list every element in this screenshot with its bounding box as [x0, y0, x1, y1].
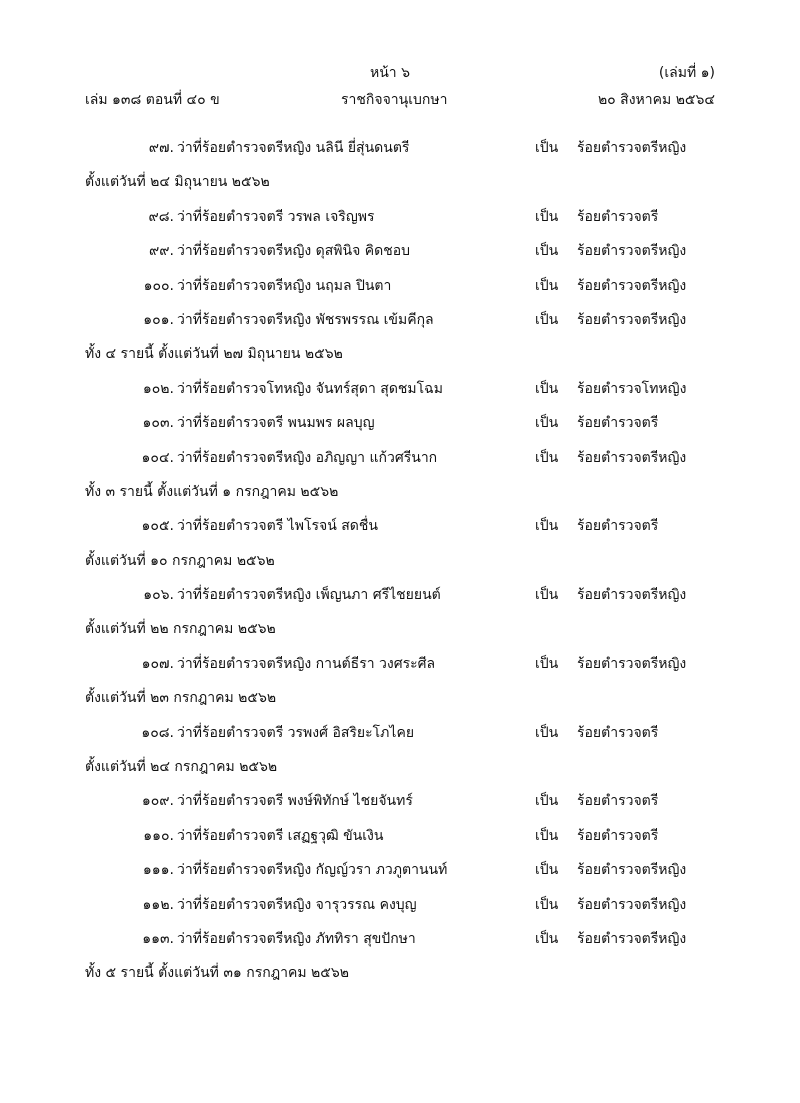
entry-rank: ร้อยตำรวจตรีหญิง: [577, 862, 687, 879]
effective-date-line: [0, 956, 800, 990]
entry-name: ว่าที่ร้อยตำรวจตรี พนมพร ผลบุญ: [177, 415, 375, 432]
effective-date-line: [0, 475, 800, 509]
entry-connector: เป็น: [535, 277, 559, 294]
appointment-entry: [0, 888, 800, 922]
appointment-entry: [0, 853, 800, 887]
entry-number: ๙๙.: [149, 243, 174, 260]
entry-number: ๑๐๘.: [141, 724, 174, 741]
appointment-entry: [0, 441, 800, 475]
entry-name: ว่าที่ร้อยตำรวจตรีหญิง อภิญญา แก้วศรีนาก: [177, 449, 438, 466]
effective-date-text: ตั้งแต่วันที่ ๒๔ กรกฎาคม ๒๕๖๒: [85, 759, 278, 776]
effective-date-line: [0, 750, 800, 784]
entry-connector: เป็น: [535, 243, 559, 260]
entry-name: ว่าที่ร้อยตำรวจตรีหญิง ดุสพินิจ คิดชอบ: [177, 243, 411, 260]
entry-number: ๑๐๕.: [141, 518, 174, 535]
entry-name: ว่าที่ร้อยตำรวจโทหญิง จันทร์สุดา สุดชมโฉม: [177, 380, 443, 397]
entry-rank: ร้อยตำรวจตรีหญิง: [577, 140, 687, 156]
appointment-entry: [0, 131, 800, 165]
entry-rank: ร้อยตำรวจตรี: [577, 208, 659, 225]
entry-number: ๑๐๖.: [143, 587, 174, 604]
effective-date-line: [0, 165, 800, 199]
entry-connector: เป็น: [535, 896, 559, 913]
entry-connector: เป็น: [535, 793, 559, 810]
issue-date: ๒๐ สิงหาคม ๒๕๖๔: [597, 92, 715, 108]
entry-rank: ร้อยตำรวจตรี: [577, 827, 659, 844]
entry-name: ว่าที่ร้อยตำรวจตรีหญิง นลินี ยี่สุ่นดนตรี: [177, 140, 410, 156]
entry-connector: เป็น: [535, 518, 559, 535]
entry-number: ๑๑๓.: [142, 930, 174, 947]
entry-connector: เป็น: [535, 380, 559, 397]
effective-date-text: ตั้งแต่วันที่ ๒๔ มิถุนายน ๒๕๖๒: [85, 174, 270, 191]
entry-connector: เป็น: [535, 311, 559, 328]
entry-connector: เป็น: [535, 862, 559, 879]
entry-rank: ร้อยตำรวจโทหญิง: [577, 380, 687, 397]
entry-name: ว่าที่ร้อยตำรวจตรี พงษ์พิทักษ์ ไชยจันทร์: [177, 793, 413, 810]
volume-note: (เล่มที่ ๑): [658, 65, 715, 81]
appointment-entry: [0, 578, 800, 612]
entry-rank: ร้อยตำรวจตรี: [577, 793, 659, 810]
effective-date-text: ทั้ง ๔ รายนี้ ตั้งแต่วันที่ ๒๗ มิถุนายน ๒๕๖๒: [85, 346, 343, 363]
effective-date-line: [0, 681, 800, 715]
entry-rank: ร้อยตำรวจตรีหญิง: [577, 930, 687, 947]
entry-name: ว่าที่ร้อยตำรวจตรี เสฏฐวุฒิ ขันเงิน: [177, 827, 384, 844]
appointment-entry: [0, 509, 800, 543]
issue-info: เล่ม ๑๓๘ ตอนที่ ๔๐ ข: [85, 92, 220, 108]
appointment-entry: [0, 303, 800, 337]
effective-date-text: ทั้ง ๓ รายนี้ ตั้งแต่วันที่ ๑ กรกฎาคม ๒๕๖๒: [85, 483, 339, 500]
appointment-entry: [0, 406, 800, 440]
appointment-entry: [0, 819, 800, 853]
entry-connector: เป็น: [535, 587, 559, 604]
gazette-title: ราชกิจจานุเบกษา: [341, 92, 448, 108]
entry-name: ว่าที่ร้อยตำรวจตรีหญิง นฤมล ปินตา: [177, 277, 392, 294]
entry-connector: เป็น: [535, 655, 559, 672]
entry-connector: เป็น: [535, 208, 559, 225]
entry-name: ว่าที่ร้อยตำรวจตรี วรพงศ์ อิสริยะโภไคย: [177, 724, 415, 741]
entry-rank: ร้อยตำรวจตรีหญิง: [577, 449, 687, 466]
effective-date-text: ตั้งแต่วันที่ ๑๐ กรกฎาคม ๒๕๖๒: [85, 552, 275, 569]
entry-number: ๑๑๑.: [142, 862, 174, 879]
page-number: หน้า ๖: [370, 65, 410, 81]
entry-name: ว่าที่ร้อยตำรวจตรีหญิง จารุวรรณ คงบุญ: [177, 896, 417, 913]
appointment-entry: [0, 234, 800, 268]
entry-number: ๑๐๙.: [141, 793, 174, 810]
appointment-entry: [0, 372, 800, 406]
entry-number: ๑๐๔.: [141, 449, 174, 466]
entry-rank: ร้อยตำรวจตรี: [577, 415, 659, 432]
entry-name: ว่าที่ร้อยตำรวจตรี ไพโรจน์ สดชื่น: [177, 518, 378, 535]
entry-number: ๑๑๒.: [142, 896, 174, 913]
entry-connector: เป็น: [535, 724, 559, 741]
effective-date-line: [0, 544, 800, 578]
entry-name: ว่าที่ร้อยตำรวจตรีหญิง ภัททิรา สุขปักษา: [177, 930, 416, 947]
entry-connector: เป็น: [535, 449, 559, 466]
entry-name: ว่าที่ร้อยตำรวจตรี วรพล เจริญพร: [177, 208, 375, 225]
entry-rank: ร้อยตำรวจตรีหญิง: [577, 896, 687, 913]
effective-date-line: [0, 612, 800, 646]
entry-connector: เป็น: [535, 930, 559, 947]
entry-rank: ร้อยตำรวจตรีหญิง: [577, 311, 687, 328]
entry-number: ๙๘.: [148, 208, 174, 225]
entry-name: ว่าที่ร้อยตำรวจตรีหญิง กานต์ธีรา วงศระศีล: [177, 655, 436, 672]
entry-name: ว่าที่ร้อยตำรวจตรีหญิง กัญญ์วรา ภวภูตานนท์: [177, 862, 448, 879]
entry-name: ว่าที่ร้อยตำรวจตรีหญิง เพ็ญนภา ศรีไชยยนต์: [177, 587, 441, 604]
entry-connector: เป็น: [535, 415, 559, 432]
appointment-entry: [0, 784, 800, 818]
effective-date-text: ทั้ง ๕ รายนี้ ตั้งแต่วันที่ ๓๑ กรกฎาคม ๒๕๖๒: [85, 965, 349, 982]
entry-number: ๑๐๗.: [141, 655, 174, 672]
entry-number: ๑๐๒.: [142, 380, 174, 397]
entry-rank: ร้อยตำรวจตรีหญิง: [577, 243, 687, 260]
appointment-entry: [0, 922, 800, 956]
entry-rank: ร้อยตำรวจตรี: [577, 724, 659, 741]
effective-date-text: ตั้งแต่วันที่ ๒๒ กรกฎาคม ๒๕๖๒: [85, 621, 276, 638]
appointment-list: [0, 131, 800, 991]
appointment-entry: [0, 200, 800, 234]
entry-rank: ร้อยตำรวจตรีหญิง: [577, 277, 687, 294]
entry-rank: ร้อยตำรวจตรี: [577, 518, 659, 535]
effective-date-line: [0, 337, 800, 371]
appointment-entry: [0, 269, 800, 303]
entry-connector: เป็น: [535, 140, 559, 156]
entry-number: ๑๐๑.: [143, 311, 174, 328]
appointment-entry: [0, 647, 800, 681]
entry-number: ๙๗.: [148, 140, 174, 156]
entry-number: ๑๑๐.: [143, 827, 174, 844]
entry-rank: ร้อยตำรวจตรีหญิง: [577, 655, 687, 672]
effective-date-text: ตั้งแต่วันที่ ๒๓ กรกฎาคม ๒๕๖๒: [85, 690, 277, 707]
entry-name: ว่าที่ร้อยตำรวจตรีหญิง พัชรพรรณ เข้มคีกุล: [177, 311, 434, 328]
entry-connector: เป็น: [535, 827, 559, 844]
entry-number: ๑๐๐.: [143, 277, 174, 294]
appointment-entry: [0, 716, 800, 750]
entry-number: ๑๐๓.: [142, 415, 174, 432]
entry-rank: ร้อยตำรวจตรีหญิง: [577, 587, 687, 604]
